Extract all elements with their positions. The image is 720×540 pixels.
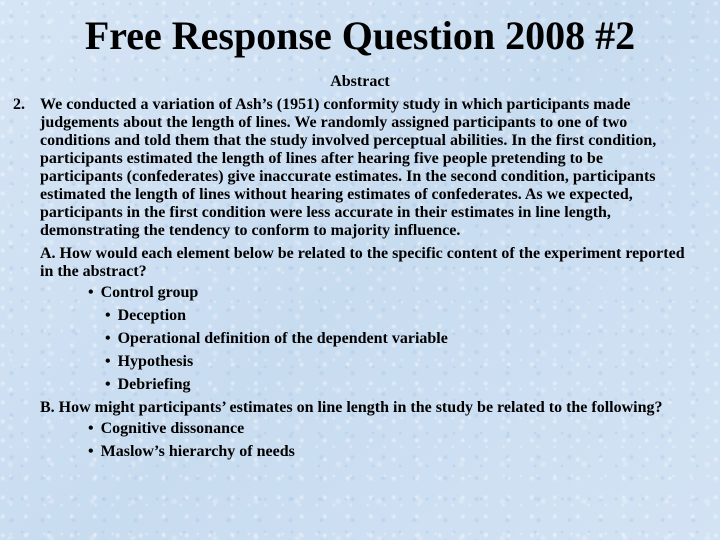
bullet-icon: •: [105, 353, 111, 370]
bullet-icon: •: [105, 330, 111, 347]
bullet-icon: •: [88, 443, 94, 460]
abstract-heading: Abstract: [330, 73, 390, 90]
bullet-icon: •: [88, 284, 94, 301]
bullet-icon: •: [88, 420, 94, 437]
abstract-text: We conducted a variation of Ash’s (1951) conformity study in which participants made judgements about the length of lines. We randomly assigned participants to one of two conditions and told them that the study involved perceptual abilities. In the first condition, participants estimated the length of lines after hearing five people pretending to be participants (confederates) give inaccurate estimates. In the second condition, participants estimated the length of lines without hearing estimates of confederates. As we expected, participants in the first condition were less accurate in their estimates in line length, demonstrating the tendency to conform to majority influence.: [40, 96, 657, 239]
list-item: • Operational definition of the dependent variable: [105, 330, 448, 347]
list-item: • Debriefing: [105, 376, 191, 393]
part-b-prompt: B. How might participants’ estimates on line length in the study be related to the following?: [40, 399, 663, 416]
list-item: • Deception: [105, 307, 187, 324]
slide-title: Free Response Question 2008 #2: [84, 13, 636, 58]
bullet-icon: •: [105, 307, 111, 324]
list-item: • Hypothesis: [105, 353, 194, 370]
question-paragraph: [0, 96, 720, 240]
list-item: • Cognitive dissonance: [88, 420, 245, 437]
part-a-prompt: A. How would each element below be related to the specific content of the experiment reported in the abstract?: [40, 245, 685, 280]
bullet-icon: •: [105, 376, 111, 393]
question-number: 2.: [13, 96, 25, 113]
part-b-list: [0, 420, 720, 461]
list-item: • Control group: [88, 284, 199, 301]
question-body: [0, 96, 720, 466]
part-a-list: [0, 284, 720, 394]
list-item: • Maslow’s hierarchy of needs: [88, 443, 295, 460]
